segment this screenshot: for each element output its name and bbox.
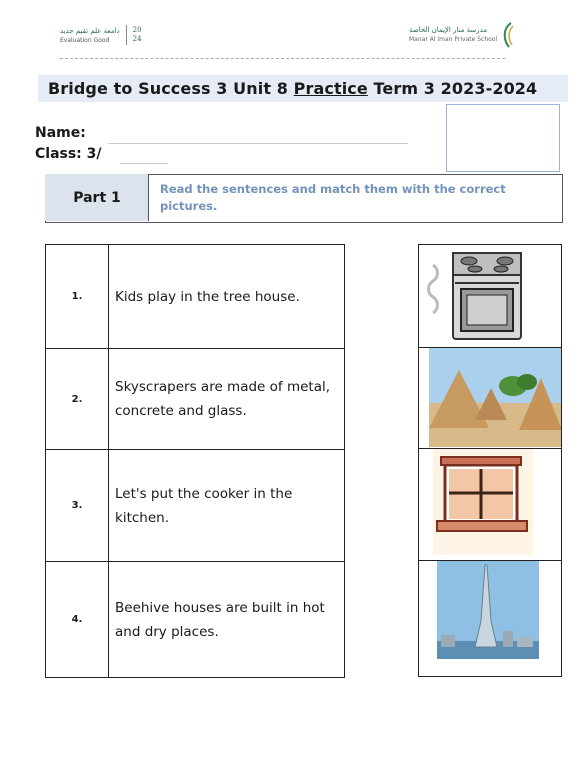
sentence-number: 2. — [46, 349, 109, 450]
school-name-arabic: مدرسة منار الإيمان الخاصة — [409, 26, 488, 34]
class-label: Class: 3/ — [35, 146, 102, 162]
picture-cell-cooker[interactable] — [418, 244, 562, 348]
skyscraper-image — [419, 561, 561, 675]
school-logo — [409, 22, 517, 48]
sentences-table — [45, 244, 345, 678]
sentence-text: Kids play in the tree house. — [109, 245, 345, 349]
sentence-text: Skyscrapers are made of metal, concrete and glass. — [109, 349, 345, 450]
sentence-text: Beehive houses are built in hot and dry places. — [109, 562, 345, 678]
cooker-image — [419, 245, 561, 347]
title-practice: Practice — [293, 79, 368, 98]
table-row — [46, 245, 345, 349]
sentence-number: 3. — [46, 450, 109, 562]
logo-year-bottom: 24 — [132, 35, 142, 43]
evaluation-logo — [60, 25, 142, 45]
sentence-number: 4. — [46, 562, 109, 678]
worksheet-title: Bridge to Success 3 Unit 8 Practice Term 3 2023-2024 — [48, 79, 538, 98]
logo-divider — [126, 25, 127, 45]
evaluation-logo-arabic: دامعة علم تقيم جديد — [60, 26, 120, 35]
sentence-text: Let's put the cooker in the kitchen. — [109, 450, 345, 562]
sentence-number: 1. — [46, 245, 109, 349]
school-name-english: Manar Al Iman Private School — [409, 36, 498, 43]
picture-cell-skyscraper[interactable] — [418, 561, 562, 677]
part-instruction: Read the sentences and match them with the correct pictures. — [160, 182, 506, 213]
name-label: Name: — [35, 125, 86, 141]
grade-box — [446, 104, 560, 172]
name-field[interactable] — [108, 143, 408, 144]
table-row — [46, 349, 345, 450]
header-divider — [60, 58, 505, 59]
beehive-houses-image — [419, 348, 561, 447]
table-row — [46, 562, 345, 678]
logo-year-top: 20 — [132, 26, 142, 34]
picture-cell-window[interactable] — [418, 449, 562, 561]
class-field[interactable] — [120, 163, 168, 164]
school-emblem-icon — [501, 22, 517, 48]
evaluation-logo-english: Evaluation Good — [60, 36, 110, 44]
window-image — [419, 449, 561, 559]
table-row — [46, 450, 345, 562]
picture-cell-beehive[interactable] — [418, 348, 562, 449]
part-label: Part 1 — [73, 190, 121, 206]
